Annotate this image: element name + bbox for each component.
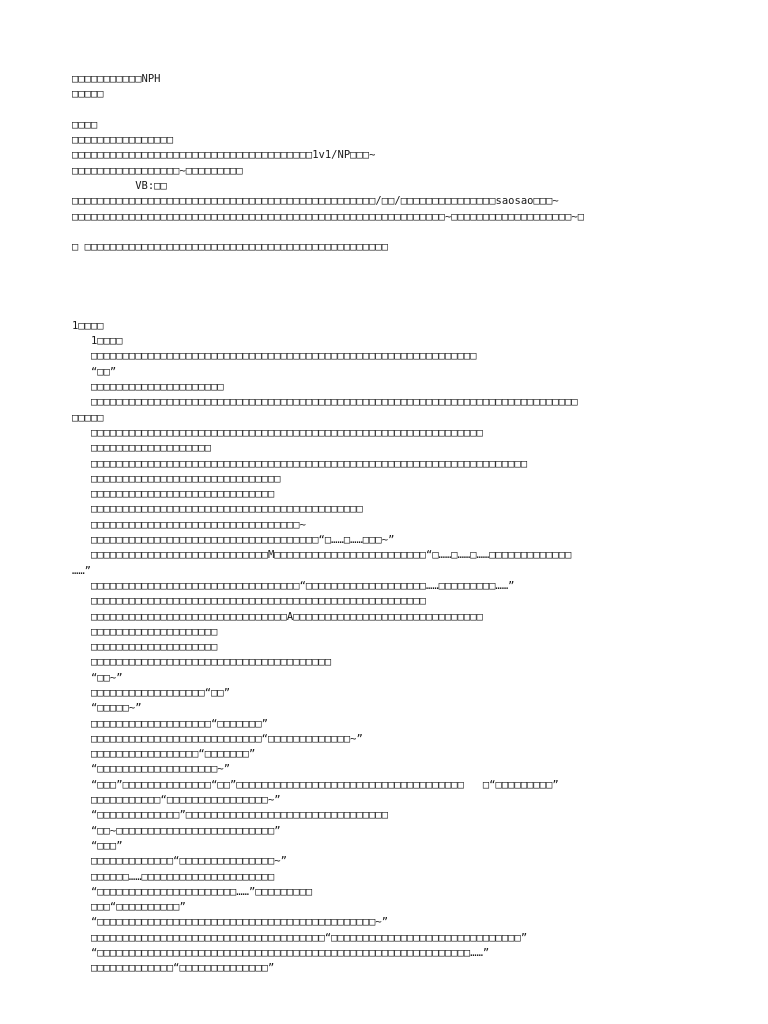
document-subtitle: □□□□□: [72, 88, 104, 101]
chapter-line: □□□□□□□□□□□□□□□□□□□□□□□□□□□□□□: [72, 472, 281, 485]
chapter-line: □□□□□□□□□□□□□“□□□□□□□□□□□□□□□~”: [72, 855, 287, 868]
chapter-line: □□□“□□□□□□□□□□”: [72, 901, 186, 914]
chapter-line: □□□□□□□□□□□□□□□□□□□□□□□□□□□□□□□□□□□□□□□□□□□□□□□□□□□□□: [72, 595, 427, 608]
chapter-line: “□□~”: [72, 671, 123, 684]
chapter-line: □□□□□: [72, 411, 104, 424]
chapter-line: “□□□□□□□□□□□□□□□□□□□□□□……”□□□□□□□□□: [72, 885, 313, 898]
chapter-line: □□□□□□□□□□□□□□□□□□□□□: [72, 381, 224, 394]
chapter-line: □□□□□□□□□□□□□□□□□□□□□□□□□□□□□□□□□□□□□□□□□□□: [72, 503, 363, 516]
chapter-line: □□□□□□□□□□□□□□□□□□□□□□□□□□□□□□□□□□□□□□□□□□□□□□□□□□□□□□□□□□□□□□□□□□□□□□□□□□□□□: [72, 396, 578, 409]
chapter-line: □□□□□□□□□□□□□“□□□□□□□□□□□□□□”: [72, 962, 275, 975]
chapter-line: □□□□□□□□□□□□□□□□□□□□□□□□□□□□□□□□□□□□□□□□□□□□□□□□□□□□□□□□□□□□□□□□□□□□□: [72, 457, 528, 470]
chapter-line: “□□”: [72, 365, 117, 378]
chapter-line: “□□~□□□□□□□□□□□□□□□□□□□□□□□□□”: [72, 824, 281, 837]
chapter-line: “□□□□□~”: [72, 702, 142, 715]
chapter-line: “□□□□□□□□□□□□□□□□□□□~”: [72, 763, 231, 776]
chapter-line: □□□□□□□□□□□□□□□□□□“□□”: [72, 686, 231, 699]
spacer: [72, 225, 712, 240]
chapter-line: “□□□□□□□□□□□□□□□□□□□□□□□□□□□□□□□□□□□□□□□□□□□□□□□□□□□□□□□□□□□……”: [72, 947, 490, 960]
chapter-line: □□□□□□……□□□□□□□□□□□□□□□□□□□□□: [72, 870, 275, 883]
intro-line: □□□□□□□□□□□□□□□□□□□□□□□□□□□□□□□□□□□□□□□□□□□□□□□□□□□□□□□□□□□~□□□□□□□□□□□□□□□□□□□~□: [72, 210, 585, 223]
intro-line: □□□□□□□□□□□□□□□□□~□□□□□□□□□: [72, 164, 243, 177]
chapter-line: □□□□□□□□□□□□□□□□□□□□□□□□□□□“□□□□□□□□□□□□□~”: [72, 732, 363, 745]
chapter-line: □□□□□□□□□□□□□□□□□□□□□□□□□□□□□: [72, 488, 275, 501]
chapter-line: □□□□□□□□□□□□□□□□□“□□□□□□□”: [72, 748, 256, 761]
document-page: [72, 72, 712, 977]
chapter-line: ……”: [72, 564, 91, 577]
chapter-line: □□□□□□□□□□□□□□□□□□□□: [72, 625, 218, 638]
chapter-line: □□□□□□□□□□□□□□□□□□□□□□□□□□□□□□□□□□□□“□……□……□□□~”: [72, 534, 395, 547]
chapter-line: □□□□□□□□□□□□□□□□□□□□□□□□□□□□□□□□□~: [72, 518, 306, 531]
chapter-line: □□□□□□□□□□□□□□□□□□□“□□□□□□□”: [72, 717, 268, 730]
intro-note: □ □□□□□□□□□□□□□□□□□□□□□□□□□□□□□□□□□□□□□□□□□□□□□□□□: [72, 241, 389, 254]
intro-line: □□□□□□□□□□□□□□□□□□□□□□□□□□□□□□□□□□□□□□□□□□□□□□□□/□□/□□□□□□□□□□□□□□□saosao□□□~: [72, 195, 559, 208]
chapter-line: □□□□□□□□□□□□□□□□□□□□□□□□□□□□□□□□□□□□□□□□□□□□□□□□□□□□□□□□□□□□□: [72, 350, 477, 363]
intro-label: □□□□: [72, 118, 98, 131]
document-title: □□□□□□□□□□□NPH: [72, 73, 161, 85]
chapter-line: “□□□□□□□□□□□□□”□□□□□□□□□□□□□□□□□□□□□□□□□□□□□□□□: [72, 809, 389, 822]
chapter-line: □□□□□□□□□□□□□□□□□□□□□□□□□□□□□□□□□□□□□“□□□□□□□□□□□□□□□□□□□□□□□□□□□□□□”: [72, 931, 528, 944]
chapter-line: □□□□□□□□□□□□□□□□□□□□□□□□□□□□□□□A□□□□□□□□□□□□□□□□□□□□□□□□□□□□□□: [72, 610, 483, 623]
chapter-line: “□□□”□□□□□□□□□□□□□□“□□”□□□□□□□□□□□□□□□□□□□□□□□□□□□□□□□□□□□□ □“□□□□□□□□□”: [72, 778, 559, 791]
chapter-line: □□□□□□□□□□□□□□□□□□□□: [72, 641, 218, 654]
chapter-line: □□□□□□□□□□□□□□□□□□□□□□□□□□□□□□□□□“□□□□□□□□□□□□□□□□□□□……□□□□□□□□□……”: [72, 579, 515, 592]
chapter-line: □□□□□□□□□□□□□□□□□□□: [72, 442, 212, 455]
chapter-line: □□□□□□□□□□□□□□□□□□□□□□□□□□□□M□□□□□□□□□□□□□□□□□□□□□□□□“□……□……□……□□□□□□□□□□□□□: [72, 549, 572, 562]
intro-line: VB:□□: [72, 180, 167, 193]
chapter-heading: 1□□□□: [72, 319, 104, 332]
chapter-line: 1□□□□: [72, 335, 123, 348]
intro-line: □□□□□□□□□□□□□□□□□□□□□□□□□□□□□□□□□□□□□□1v1/NP□□□~: [72, 149, 376, 162]
spacer: [72, 103, 712, 118]
spacer: [72, 304, 712, 319]
chapter-line: “□□□□□□□□□□□□□□□□□□□□□□□□□□□□□□□□□□□□□□□□□□□□~”: [72, 916, 389, 929]
chapter-line: “□□□”: [72, 839, 123, 852]
chapter-line: □□□□□□□□□□□□□□□□□□□□□□□□□□□□□□□□□□□□□□: [72, 656, 332, 669]
chapter-line: □□□□□□□□□□□□□□□□□□□□□□□□□□□□□□□□□□□□□□□□□□□□□□□□□□□□□□□□□□□□□□: [72, 426, 483, 439]
chapter-body: [72, 334, 712, 976]
chapter-line: □□□□□□□□□□□“□□□□□□□□□□□□□□□□~”: [72, 794, 281, 807]
section-gap: [72, 256, 712, 304]
intro-line: □□□□□□□□□□□□□□□□: [72, 134, 174, 147]
